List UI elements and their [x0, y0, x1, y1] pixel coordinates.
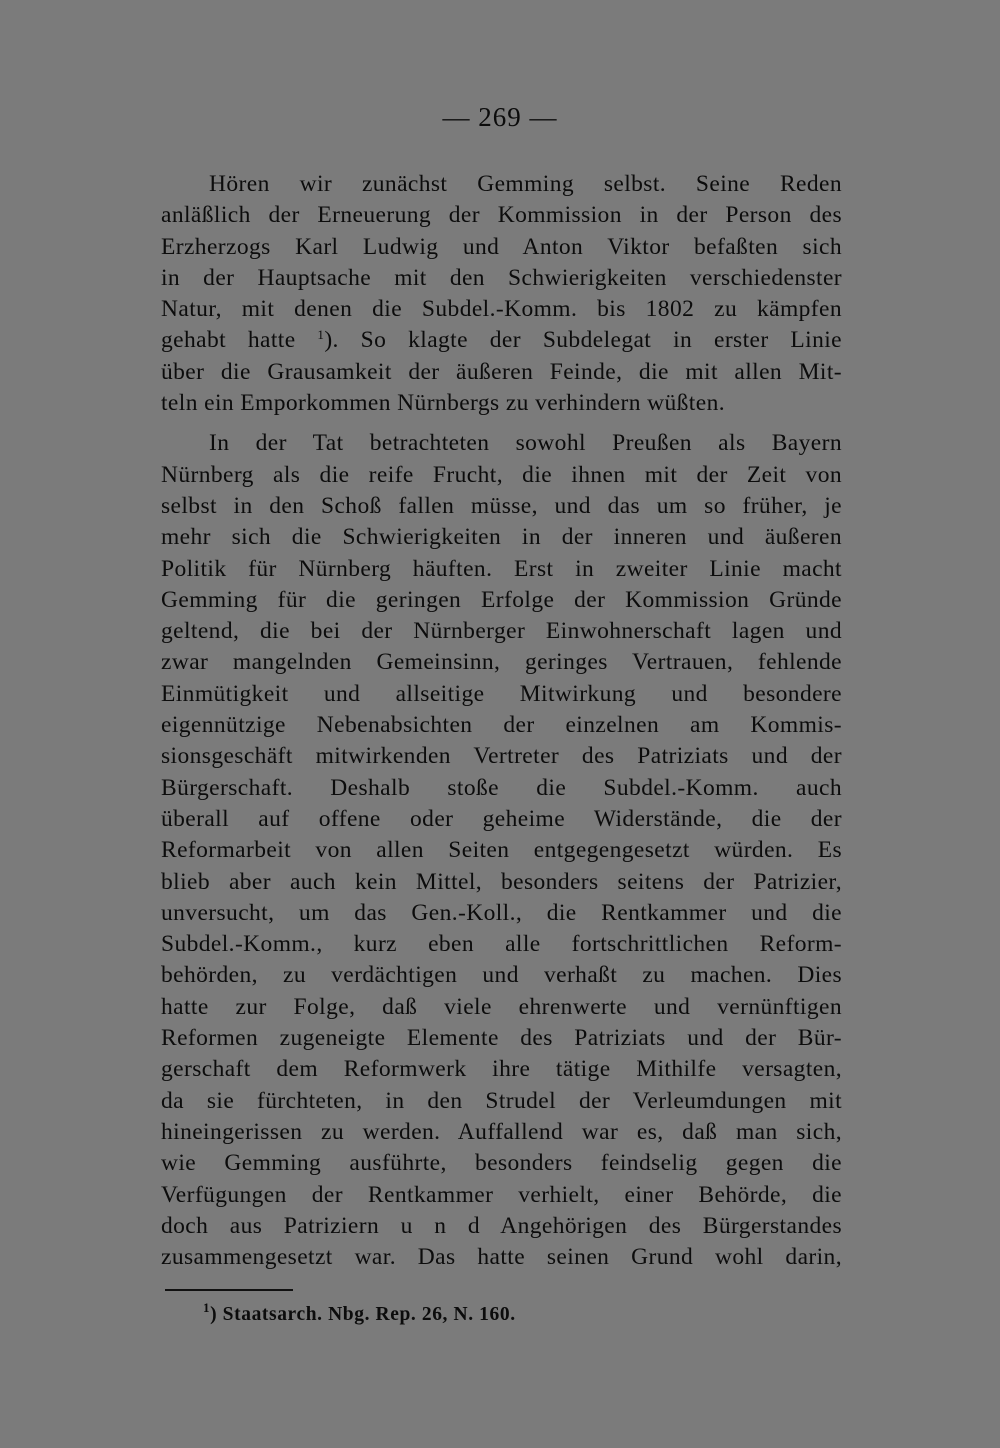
text-line: teln ein Emporkommen Nürnbergs zu verhindern wüßten.: [161, 390, 725, 417]
text-line: Natur, mit denen die Subdel.-Komm. bis 1802 zu kämpfen: [161, 296, 842, 323]
text-fragment: gehabt hatte: [161, 327, 296, 354]
text-line: zwar mangelnden Gemeinsinn, geringes Vertrauen, fehlende: [161, 649, 842, 676]
text-line: eigennützige Nebenabsichten der einzelnen am Kommis-: [161, 712, 842, 739]
text-line: zusammengesetzt war. Das hatte seinen Grund wohl darin,: [161, 1244, 842, 1271]
text-line: geltend, die bei der Nürnberger Einwohnerschaft lagen und: [161, 618, 842, 645]
footnote-text: ) Staatsarch. Nbg. Rep. 26, N. 160.: [210, 1304, 516, 1325]
body-text: [161, 169, 842, 1273]
page-number: — 269 —: [442, 102, 558, 132]
text-line: selbst in den Schoß fallen müsse, und das um so früher, je: [161, 492, 842, 519]
text-line: Verfügungen der Rentkammer verhielt, einer Behörde, die: [161, 1181, 842, 1208]
text-line: Einmütigkeit und allseitige Mitwirkung und besondere: [161, 680, 842, 707]
paragraph-gap: [161, 419, 842, 428]
footnote-reference: 1: [317, 327, 325, 343]
text-line: Subdel.-Komm., kurz eben alle fortschrittlichen Reform-: [161, 931, 842, 958]
text-line: da sie fürchteten, in den Strudel der Verleumdungen mit: [161, 1087, 842, 1114]
text-line: Reformarbeit von allen Seiten entgegengesetzt würden. Es: [161, 837, 842, 864]
text-line: über die Grausamkeit der äußeren Feinde, die mit allen Mit-: [161, 358, 842, 385]
text-line: sionsgeschäft mitwirkenden Vertreter des Patriziats und der: [161, 743, 842, 770]
text-line: Hören wir zunächst Gemming selbst. Seine Reden: [209, 171, 842, 197]
text-line: gerschaft dem Reformwerk ihre tätige Mithilfe versagten,: [161, 1056, 842, 1083]
text-line: In der Tat betrachteten sowohl Preußen als Bayern: [209, 430, 842, 457]
text-line: hineingerissen zu werden. Auffallend war es, daß man sich,: [161, 1118, 842, 1145]
footnote-divider: [165, 1289, 293, 1291]
text-line: Reformen zugeneigte Elemente des Patriziats und der Bür-: [161, 1025, 842, 1052]
text-line: überall auf offene oder geheime Widerstände, die der: [161, 805, 842, 832]
text-line: Bürgerschaft. Deshalb stoße die Subdel.-Komm. auch: [161, 774, 842, 801]
text-line: in der Hauptsache mit den Schwierigkeiten verschiedenster: [161, 264, 842, 291]
text-line: behörden, zu verdächtigen und verhaßt zu machen. Dies: [161, 962, 842, 989]
text-line: wie Gemming ausführte, besonders feindselig gegen die: [161, 1150, 842, 1177]
text-line: Nürnberg als die reife Frucht, die ihnen mit der Zeit von: [161, 461, 842, 488]
footnote: [203, 1300, 516, 1326]
text-line: Politik für Nürnberg häuften. Erst in zweiter Linie macht: [161, 555, 842, 582]
text-line: unversucht, um das Gen.-Koll., die Rentkammer und die: [161, 899, 842, 926]
text-line: blieb aber auch kein Mittel, besonders seitens der Patrizier,: [161, 868, 842, 895]
text-line: mehr sich die Schwierigkeiten in der inneren und äußeren: [161, 524, 842, 551]
text-line: hatte zur Folge, daß viele ehrenwerte und vernünftigen: [161, 993, 842, 1020]
text-fragment: ). So klagte der Subdelegat in erster Linie: [324, 327, 843, 354]
text-line: anläßlich der Erneuerung der Kommission in der Person des: [161, 202, 842, 229]
footnote-marker: 1: [203, 1300, 211, 1315]
text-line: Erzherzogs Karl Ludwig und Anton Viktor befaßten sich: [161, 233, 842, 260]
text-line: [161, 325, 842, 356]
text-line: Gemming für die geringen Erfolge der Kommission Gründe: [161, 586, 842, 613]
text-line: doch aus Patriziern u n d Angehörigen des Bürgerstandes: [161, 1212, 842, 1239]
